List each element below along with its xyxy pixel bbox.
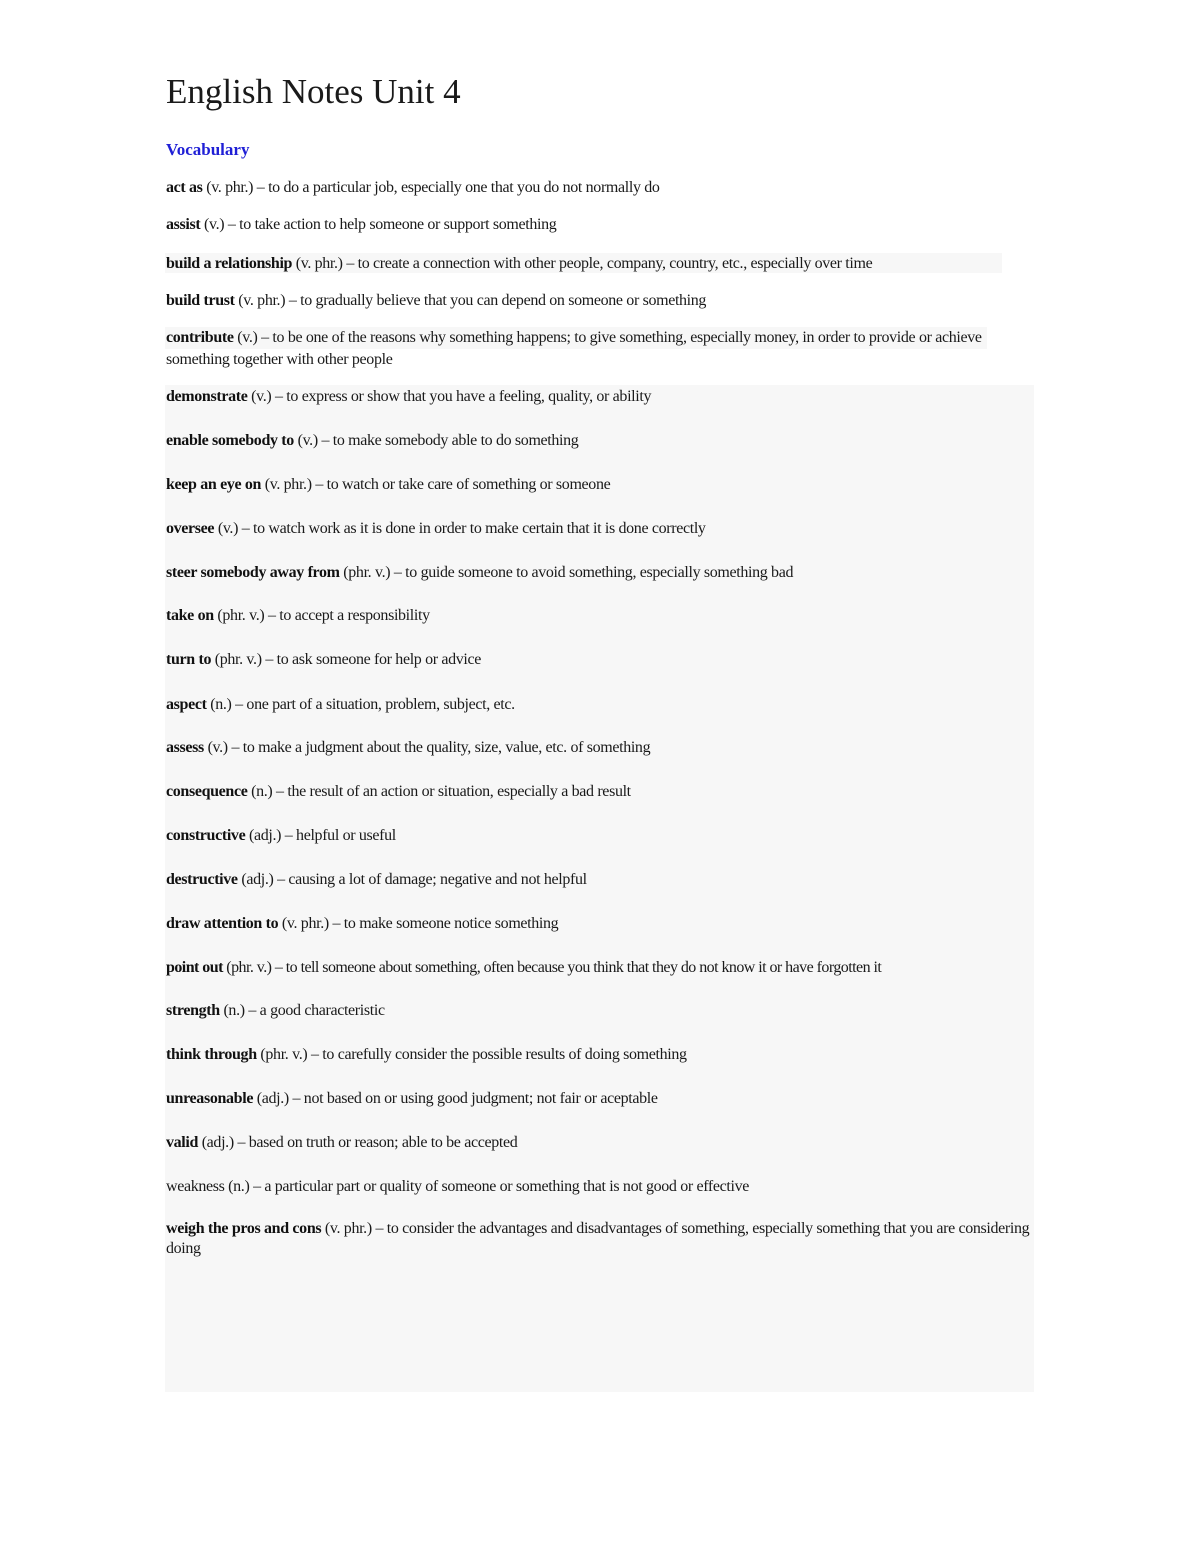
vocab-term: think through xyxy=(166,1046,257,1063)
part-of-speech: (v. phr.) xyxy=(202,179,254,196)
definition: – to make someone notice something xyxy=(328,915,559,932)
definition: – to make somebody able to do something xyxy=(317,432,579,449)
part-of-speech: (phr. v.) xyxy=(213,607,265,624)
definition: – based on truth or reason; able to be accepted xyxy=(233,1134,518,1151)
vocab-term: demonstrate xyxy=(166,388,248,405)
definition: – to tell someone about something, often because you think that they do not know it or have forgotten it xyxy=(271,959,882,976)
vocab-entry xyxy=(166,825,1038,846)
vocab-entry xyxy=(166,957,1038,978)
part-of-speech: weakness (n.) xyxy=(166,1178,250,1195)
part-of-speech: (phr. v.) xyxy=(222,959,272,976)
definition: – not based on or using good judgment; not fair or aceptable xyxy=(288,1090,658,1107)
vocab-term: destructive xyxy=(166,871,238,888)
vocab-term: act as xyxy=(166,179,203,196)
vocab-entry xyxy=(166,290,1038,311)
page-title: English Notes Unit 4 xyxy=(166,72,461,111)
definition: – one part of a situation, problem, subject, etc. xyxy=(231,696,515,713)
vocab-entry xyxy=(166,1088,1038,1109)
vocab-entry xyxy=(166,649,1038,670)
vocab-term: build a relationship xyxy=(166,255,293,272)
part-of-speech: (v. phr.) xyxy=(278,915,329,932)
definition: – to take action to help someone or support something xyxy=(224,216,557,233)
definition: – to gradually believe that you can depend on someone or something xyxy=(285,292,707,309)
part-of-speech: (phr. v.) xyxy=(256,1046,308,1063)
part-of-speech: (v.) xyxy=(233,329,258,346)
vocab-term: point out xyxy=(166,959,223,976)
vocab-entry xyxy=(166,1219,1038,1259)
vocab-entry xyxy=(166,1044,1038,1065)
vocab-term: contribute xyxy=(166,329,234,346)
definition: – to create a connection with other people, company, country, etc., especially over time xyxy=(342,255,873,272)
definition: – a particular part or quality of someone or something that is not good or effective xyxy=(249,1178,750,1195)
definition: – to ask someone for help or advice xyxy=(261,651,482,668)
vocab-term: turn to xyxy=(166,651,212,668)
definition: – to consider the advantages and disadvantages of something, especially something that you are considering doing xyxy=(166,1220,1030,1257)
part-of-speech: (v.) xyxy=(214,520,239,537)
definition: – helpful or useful xyxy=(281,827,396,844)
vocab-term: assess xyxy=(166,739,204,756)
vocab-term: constructive xyxy=(166,827,246,844)
definition: – causing a lot of damage; negative and not helpful xyxy=(273,871,587,888)
vocab-entry xyxy=(166,518,1038,539)
vocab-entry xyxy=(166,605,1038,626)
vocab-term: draw attention to xyxy=(166,915,279,932)
vocab-entry xyxy=(166,694,1038,715)
part-of-speech: (adj.) xyxy=(237,871,274,888)
vocab-term: valid xyxy=(166,1134,199,1151)
vocab-entry xyxy=(166,1132,1038,1153)
vocab-entry xyxy=(166,474,1038,495)
vocab-entry xyxy=(166,430,1038,451)
part-of-speech: (v.) xyxy=(203,739,228,756)
definition: – to make a judgment about the quality, size, value, etc. of something xyxy=(227,739,651,756)
definition: – a good characteristic xyxy=(244,1002,385,1019)
vocab-term: build trust xyxy=(166,292,235,309)
definition: – to watch or take care of something or someone xyxy=(311,476,611,493)
vocab-entry xyxy=(166,327,996,371)
part-of-speech: (phr. v.) xyxy=(211,651,262,668)
part-of-speech: (adj.) xyxy=(245,827,282,844)
vocab-entry xyxy=(166,214,1038,235)
vocab-entry xyxy=(166,253,1038,274)
definition: – to guide someone to avoid something, especially something bad xyxy=(390,564,794,581)
vocab-term: enable somebody to xyxy=(166,432,294,449)
part-of-speech: (v.) xyxy=(200,216,225,233)
vocab-entry xyxy=(166,1176,1038,1197)
part-of-speech: (phr. v.) xyxy=(339,564,391,581)
part-of-speech: (v. phr.) xyxy=(261,476,312,493)
definition: – to carefully consider the possible results of doing something xyxy=(307,1046,687,1063)
part-of-speech: (n.) xyxy=(247,783,273,800)
vocab-entry xyxy=(166,1000,1038,1021)
section-heading: Vocabulary xyxy=(166,140,250,159)
definition: – to watch work as it is done in order to make certain that it is done correctly xyxy=(238,520,706,537)
definition: – the result of an action or situation, especially a bad result xyxy=(272,783,631,800)
part-of-speech: (v. phr.) xyxy=(234,292,286,309)
vocab-term: oversee xyxy=(166,520,215,537)
part-of-speech: (v. phr.) xyxy=(321,1220,372,1237)
vocab-term: steer somebody away from xyxy=(166,564,340,581)
vocab-entry xyxy=(166,869,1038,890)
vocab-entry xyxy=(166,386,1038,407)
vocab-term: aspect xyxy=(166,696,207,713)
definition: – to do a particular job, especially one that you do not normally do xyxy=(253,179,660,196)
vocab-entry xyxy=(166,737,1038,758)
vocab-term: weigh the pros and cons xyxy=(166,1220,322,1237)
part-of-speech: (v.) xyxy=(247,388,272,405)
part-of-speech: (n.) xyxy=(206,696,232,713)
vocab-term: assist xyxy=(166,216,201,233)
vocab-entry xyxy=(166,177,1038,198)
definition: – to express or show that you have a feeling, quality, or ability xyxy=(271,388,652,405)
vocab-term: keep an eye on xyxy=(166,476,262,493)
part-of-speech: (adj.) xyxy=(198,1134,234,1151)
part-of-speech: (n.) xyxy=(219,1002,245,1019)
vocab-term: consequence xyxy=(166,783,248,800)
vocab-term: strength xyxy=(166,1002,220,1019)
vocab-entry xyxy=(166,913,1038,934)
vocab-term: take on xyxy=(166,607,214,624)
part-of-speech: (adj.) xyxy=(253,1090,289,1107)
vocab-entry xyxy=(166,781,1038,802)
part-of-speech: (v.) xyxy=(293,432,318,449)
vocab-term: unreasonable xyxy=(166,1090,254,1107)
vocab-entry xyxy=(166,562,1038,583)
part-of-speech: (v. phr.) xyxy=(292,255,343,272)
definition: – to be one of the reasons why something happens; to give something, especially money, in order to provide or achieve something together with other people xyxy=(166,329,982,368)
definition: – to accept a responsibility xyxy=(264,607,430,624)
